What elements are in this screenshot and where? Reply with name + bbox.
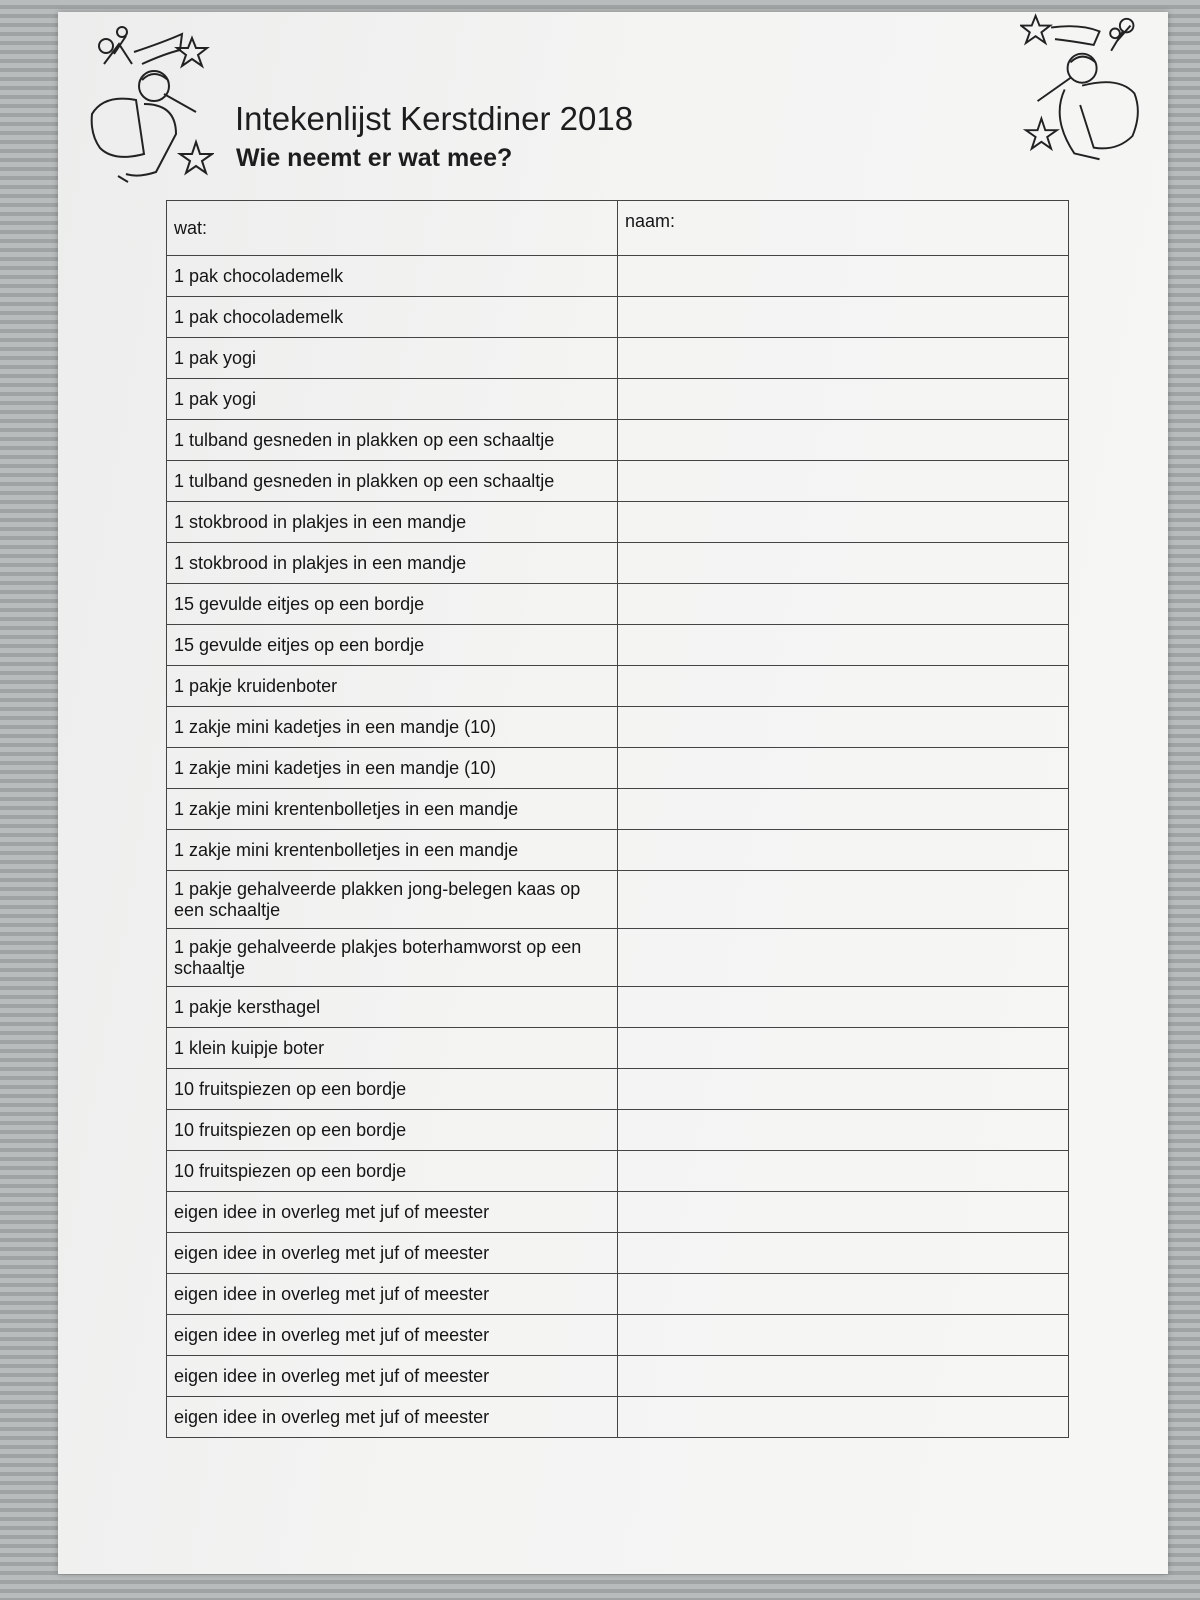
item-cell: eigen idee in overleg met juf of meester (167, 1315, 618, 1356)
column-header-name: naam: (618, 201, 1069, 256)
item-cell: 1 pak chocolademelk (167, 256, 618, 297)
item-cell: 15 gevulde eitjes op een bordje (167, 584, 618, 625)
table-row (167, 502, 1069, 543)
column-header-what: wat: (167, 201, 618, 256)
name-cell[interactable] (618, 625, 1069, 666)
name-cell[interactable] (618, 1233, 1069, 1274)
item-cell: 10 fruitspiezen op een bordje (167, 1069, 618, 1110)
sign-up-sheet (58, 12, 1168, 1574)
table-row (167, 338, 1069, 379)
table-row (167, 543, 1069, 584)
table-row (167, 748, 1069, 789)
name-cell[interactable] (618, 584, 1069, 625)
item-cell: eigen idee in overleg met juf of meester (167, 1233, 618, 1274)
item-cell: eigen idee in overleg met juf of meester (167, 1356, 618, 1397)
table-row (167, 1397, 1069, 1438)
name-cell[interactable] (618, 1151, 1069, 1192)
table-row (167, 297, 1069, 338)
table-row (167, 256, 1069, 297)
name-cell[interactable] (618, 502, 1069, 543)
item-cell: 1 pakje gehalveerde plakjes boterhamworst op een schaaltje (167, 929, 618, 987)
name-cell[interactable] (618, 871, 1069, 929)
sign-up-table (166, 200, 1069, 1438)
name-cell[interactable] (618, 256, 1069, 297)
table-row (167, 1274, 1069, 1315)
item-cell: 1 pakje gehalveerde plakken jong-belegen kaas op een schaaltje (167, 871, 618, 929)
name-cell[interactable] (618, 1315, 1069, 1356)
name-cell[interactable] (618, 1192, 1069, 1233)
table-row (167, 1315, 1069, 1356)
name-cell[interactable] (618, 707, 1069, 748)
item-cell: 1 pakje kruidenboter (167, 666, 618, 707)
item-cell: 1 tulband gesneden in plakken op een schaaltje (167, 420, 618, 461)
table-row (167, 987, 1069, 1028)
table-row (167, 1151, 1069, 1192)
name-cell[interactable] (618, 1356, 1069, 1397)
name-cell[interactable] (618, 929, 1069, 987)
table-row (167, 1233, 1069, 1274)
page-subtitle: Wie neemt er wat mee? (236, 144, 513, 172)
item-cell: 1 pak chocolademelk (167, 297, 618, 338)
name-cell[interactable] (618, 1397, 1069, 1438)
table-row (167, 929, 1069, 987)
angel-right-icon (1020, 12, 1150, 167)
name-cell[interactable] (618, 1069, 1069, 1110)
table-row (167, 707, 1069, 748)
item-cell: 1 klein kuipje boter (167, 1028, 618, 1069)
table-row (167, 379, 1069, 420)
item-cell: 1 tulband gesneden in plakken op een schaaltje (167, 461, 618, 502)
page-title: Intekenlijst Kerstdiner 2018 (235, 100, 634, 137)
table-row (167, 1069, 1069, 1110)
item-cell: 10 fruitspiezen op een bordje (167, 1110, 618, 1151)
angel-left-icon (84, 24, 214, 184)
item-cell: 10 fruitspiezen op een bordje (167, 1151, 618, 1192)
item-cell: 1 zakje mini krentenbolletjes in een mandje (167, 789, 618, 830)
item-cell: 15 gevulde eitjes op een bordje (167, 625, 618, 666)
table-row (167, 1356, 1069, 1397)
table-header-row (167, 201, 1069, 256)
name-cell[interactable] (618, 748, 1069, 789)
table-row (167, 584, 1069, 625)
table-row (167, 420, 1069, 461)
table-row (167, 1192, 1069, 1233)
item-cell: 1 zakje mini krentenbolletjes in een mandje (167, 830, 618, 871)
item-cell: eigen idee in overleg met juf of meester (167, 1397, 618, 1438)
table-row (167, 1028, 1069, 1069)
table-row (167, 789, 1069, 830)
item-cell: 1 pakje kersthagel (167, 987, 618, 1028)
name-cell[interactable] (618, 987, 1069, 1028)
name-cell[interactable] (618, 1110, 1069, 1151)
table-row (167, 625, 1069, 666)
name-cell[interactable] (618, 1028, 1069, 1069)
name-cell[interactable] (618, 666, 1069, 707)
table-row (167, 666, 1069, 707)
item-cell: eigen idee in overleg met juf of meester (167, 1274, 618, 1315)
item-cell: eigen idee in overleg met juf of meester (167, 1192, 618, 1233)
table-row (167, 461, 1069, 502)
table-row (167, 871, 1069, 929)
table-row (167, 1110, 1069, 1151)
item-cell: 1 zakje mini kadetjes in een mandje (10) (167, 748, 618, 789)
name-cell[interactable] (618, 420, 1069, 461)
item-cell: 1 stokbrood in plakjes in een mandje (167, 543, 618, 584)
name-cell[interactable] (618, 1274, 1069, 1315)
item-cell: 1 pak yogi (167, 338, 618, 379)
name-cell[interactable] (618, 379, 1069, 420)
name-cell[interactable] (618, 297, 1069, 338)
item-cell: 1 stokbrood in plakjes in een mandje (167, 502, 618, 543)
item-cell: 1 pak yogi (167, 379, 618, 420)
name-cell[interactable] (618, 338, 1069, 379)
name-cell[interactable] (618, 830, 1069, 871)
name-cell[interactable] (618, 543, 1069, 584)
name-cell[interactable] (618, 461, 1069, 502)
item-cell: 1 zakje mini kadetjes in een mandje (10) (167, 707, 618, 748)
table-row (167, 830, 1069, 871)
name-cell[interactable] (618, 789, 1069, 830)
